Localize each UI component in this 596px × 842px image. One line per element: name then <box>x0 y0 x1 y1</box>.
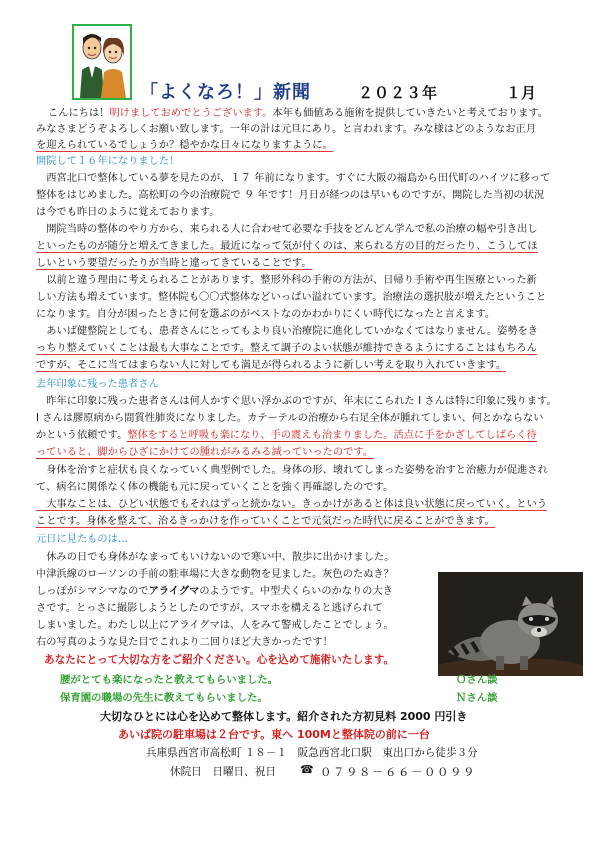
underlined-text: しいという要望だったりが当時と違ってきていることです。 <box>36 258 312 269</box>
body-line: 身体を治すと症状も良くなっていく典型例でした。身体の形、壊れてしまった姿勢を治すと治癒力が促進され <box>36 465 548 476</box>
body-line <box>36 428 576 443</box>
caricature-logo <box>72 24 132 100</box>
section-heading-new-year-day: 元日に見たものは… <box>36 534 129 545</box>
issue-year: ２０２３年 <box>358 84 439 102</box>
underlined-text: ですが、そこに当てはまらない人に対しても満足が得られるように新しい考えを取り入れていきます。 <box>36 360 507 371</box>
body-line: 休みの日でも身体がなまってもいけないので寒い中、散歩に出かけました。 <box>36 552 395 563</box>
section-heading-patient: 去年印象に残った患者さん <box>36 379 159 390</box>
body-text: しっぽがシマシマなので <box>36 586 149 597</box>
raccoon-word: アライグマ <box>148 586 200 597</box>
body-line: は今でも昨日のように覚えております。 <box>36 207 220 218</box>
new-year-greeting: 明けましておめでとうございます。 <box>109 108 273 119</box>
body-line: 以前と違う理由に考えられることがあります。整形外科の手術の方法が、日帰り手術や再生医療といった新 <box>36 275 537 286</box>
greeting: こんにちは！ <box>48 108 110 119</box>
intro-line: みなさまどうぞよろしくお願い致します。一年の計は元旦にあり。と言われます。みな様はどのようなお正月 <box>36 124 536 135</box>
underlined-text: っちり整えていくことは最も大事なことです。整えて調子のよい状態が維持できるようにすることはもちろん <box>36 343 537 354</box>
referral-lead: あなたにとって大切な方をご紹介ください。心を込めて施術いたします。 <box>44 654 395 666</box>
body-line: 整体をはじめました。高松町の今の治療院で ９ 年です！月日が経つのは早いものですが、開院した当初の状況 <box>36 190 545 201</box>
body-line: 右の写真のような見た目でこれより二回りほど大きかったです！ <box>36 637 333 648</box>
body-line <box>36 341 576 356</box>
newsletter-title: 「よくなろ！」新聞 <box>140 82 311 103</box>
body-line: 西宮北口で整体している夢を見たのが、１７ 年前になります。すぐに大阪の福島から田代町のハイツに移って <box>36 173 551 184</box>
underlined-text: ことです。身体を整えて、治るきっかけを作っていくことで元気だった時代に戻ることができます。 <box>36 516 495 527</box>
address: 兵庫県西宮市高松町 １８－１ 阪急西宮北口駅 東出口から徒歩３分 <box>146 747 478 759</box>
body-line <box>36 584 431 599</box>
underlined-text: といったものが随分と増えてきました。最近になって気が付くのは、来られる方の目的だったり、こうしてほ <box>36 241 538 252</box>
highlight-text: っていると、脚からひざにかけての腫れがみるみる減っていったのです。 <box>36 447 374 458</box>
intro-text: 本年も価値ある施術を提供していきたいと考えております。 <box>272 108 549 119</box>
body-line: あいば健整院としても、患者さんにとってもより良い治療院に進化していかなくてはなりません。姿勢をき <box>36 326 539 337</box>
couple-caricature-icon <box>74 26 130 98</box>
phone-number: ０７９８－６６－００９９ <box>320 765 476 779</box>
body-line: て、病名に関係なく体の機能も元に戻っていくことを強く再確認したのです。 <box>36 482 394 493</box>
highlight-text: 整体をすると呼吸も楽になり、手の震えも治まりました。活点に手をかざしてしばらく待 <box>127 430 537 441</box>
testimonial-author: Ｏさん談 <box>456 674 498 686</box>
body-line: I さんは膠原病から間質性肺炎になりました。カテーテルの治療から右足全体が腫れてしまい、何とかならない <box>36 413 544 424</box>
intro-text: を迎えられているでしょうか？穏やかな日々になりますように。 <box>36 140 333 151</box>
parking-info: あいば院の駐車場は２台です。東へ 100Mと整体院の前に一台 <box>118 728 430 741</box>
body-line <box>36 358 576 373</box>
body-line: しまいました。わたし以上にアライグマは、人をみて警戒したことでしょう。 <box>36 620 394 631</box>
phone-icon: ☎ <box>300 763 314 776</box>
body-line <box>36 239 576 254</box>
underlined-text: 大事なことは、ひどい状態でもそれはずっと続かない。きっかけがあると体は良い状態に戻っていく。という <box>36 499 548 510</box>
body-line <box>36 514 576 529</box>
body-line: しい方法も増えています。整体院も〇〇式整体などいっぱい溢れています。治療法の選択肢が増えたということ <box>36 292 547 303</box>
issue-month: １月 <box>506 84 537 102</box>
body-line: 開院当時の整体のやり方から、来られる人に合わせて必要な手技をどんどん学んで私の治療の幅や引き出し <box>36 224 538 235</box>
testimonial-text: 保育園の職場の先生に教えてもらいました。 <box>60 692 268 704</box>
intro-line <box>36 138 576 153</box>
body-line <box>36 256 576 271</box>
body-line: になります。自分が困ったときに何を選ぶのがベストなのかわかりにくい時代になったと言えます。 <box>36 309 496 320</box>
closed-days: 休院日 日曜日、祝日 <box>170 766 276 778</box>
body-line <box>36 497 576 512</box>
section-heading-anniversary: 開院して１６年になりました！ <box>36 156 180 167</box>
intro-line <box>48 106 588 121</box>
body-line: 昨年に印象に残った患者さんは何人かすぐ思い浮かぶのですが、年末にこられた I さんは特に印象に残ります。 <box>36 396 557 407</box>
body-text: のようです。中型犬くらいのかなりの大き <box>199 586 394 597</box>
testimonial-author: Ｎさん談 <box>456 692 498 704</box>
offer-text: 大切なひとには心を込めて整体します。紹介された方初見料 2000 円引き <box>100 710 468 723</box>
body-line: さです。とっさに撮影しようとしたのですが、スマホを構えると逃げられて <box>36 603 383 614</box>
body-text: かという依頼です。 <box>36 430 128 441</box>
body-line: 中津浜線のローソンの手前の駐車場に大きな動物を見ました。灰色のたぬき？ <box>36 569 394 580</box>
testimonial-text: 腰がとても楽になったと教えてもらいました。 <box>60 674 279 686</box>
body-line <box>36 445 576 460</box>
